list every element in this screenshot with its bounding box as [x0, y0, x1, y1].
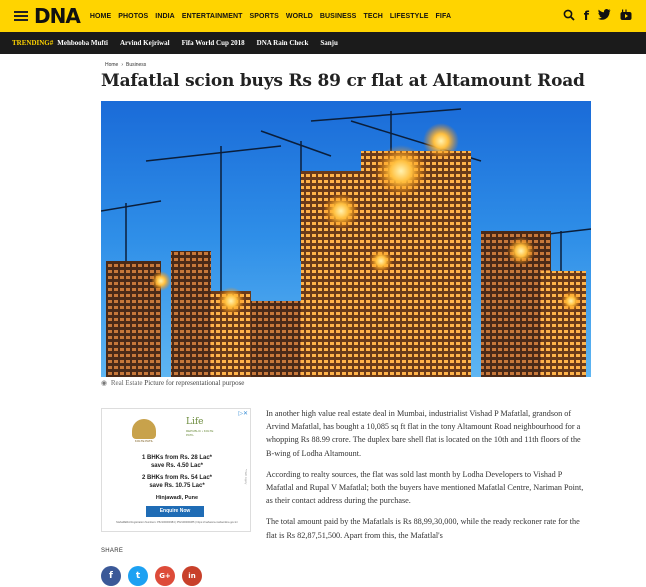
share-twitter-icon[interactable]: t: [128, 566, 148, 586]
breadcrumb-home[interactable]: Home: [105, 62, 119, 68]
trending-item[interactable]: DNA Rain Check: [256, 39, 309, 47]
breadcrumb: [105, 62, 591, 68]
badge-label: KOLTE PATIL: [134, 439, 154, 443]
hero-image: [101, 101, 591, 377]
image-category[interactable]: Real Estate: [110, 379, 143, 387]
trending-item[interactable]: Mehbooba Mufti: [57, 39, 108, 47]
nav-lifestyle[interactable]: LIFESTYLE: [389, 12, 429, 20]
ad-choices-icon[interactable]: ▷✕: [238, 411, 248, 417]
youtube-icon[interactable]: [620, 9, 632, 24]
search-icon[interactable]: [563, 9, 575, 24]
share-buttons: [101, 566, 202, 586]
kolte-patil-logo: [132, 419, 156, 439]
nav-photos[interactable]: PHOTOS: [118, 12, 149, 20]
nav-india[interactable]: INDIA: [155, 12, 175, 20]
nav-business[interactable]: BUSINESS: [319, 12, 357, 20]
share-googleplus-icon[interactable]: G+: [155, 566, 175, 586]
article-body: [266, 407, 586, 550]
article-paragraph: In another high value real estate deal in Mumbai, industrialist Vishad P Mafatlal, grandson of Arvind Mafatlal, has bought a 10,085 sq ft flat in the tony Altamount Road neighbourhood for a whopping Rs 88.99 crore. The duplex bare shell flat is located on the 10th and 11th floors of the B-wing of Lodha Altamount.: [266, 409, 581, 458]
site-logo[interactable]: DNA: [34, 4, 80, 28]
article-paragraph: The total amount paid by the Mafatlals is Rs 88,99,30,000, while the ready reckoner rate for the flat is Rs 82,87,51,500. Apart from this, the Mafatlal's: [266, 517, 580, 540]
nav-sports[interactable]: SPORTS: [249, 12, 279, 20]
share-facebook-icon[interactable]: f: [101, 566, 121, 586]
ad-side-text: *T&C Apply: [244, 469, 248, 485]
share-linkedin-icon[interactable]: in: [182, 566, 202, 586]
ad-line-4: save Rs. 10.75 Lac*: [149, 483, 205, 489]
nav-fifa[interactable]: FIFA: [435, 12, 452, 20]
breadcrumb-business[interactable]: Business: [126, 62, 147, 68]
ad-location: Hinjawadi, Pune: [155, 495, 199, 501]
camera-icon: ◉: [101, 379, 108, 387]
nav-entertainment[interactable]: ENTERTAINMENT: [181, 12, 243, 20]
header-icons: [563, 9, 632, 24]
twitter-icon[interactable]: [598, 9, 611, 23]
ad-line-1: 1 BHKs from Rs. 28 Lac*: [141, 455, 213, 461]
menu-icon[interactable]: [14, 9, 28, 23]
trending-item[interactable]: Fifa World Cup 2018: [181, 39, 245, 47]
ad-line-3: 2 BHKs from Rs. 54 Lac*: [141, 475, 213, 481]
caption-text: Picture for representational purpose: [144, 379, 245, 387]
ad-line-2: save Rs. 4.50 Lac*: [150, 463, 204, 469]
ad-fine-print: MahaRERA Registration Numbers: P52100000384 | P52100000385 | https://maharera.mahaonline.gov.in/: [116, 521, 238, 524]
article-paragraph: According to realty sources, the flat was sold last month by Lodha Developers to Vishad P Mafatlal and Rupal V Mafatlal; both the buyers have mentioned Mafatlal Centre, Nariman Point, as their contact address during the purchase.: [266, 469, 584, 506]
share-label: SHARE: [101, 548, 124, 554]
nav-home[interactable]: HOME: [89, 12, 112, 20]
advertisement[interactable]: [101, 408, 251, 532]
enquire-button[interactable]: Enquire Now: [146, 506, 204, 517]
life-republic-logo: Life: [186, 417, 204, 427]
facebook-icon[interactable]: f: [583, 9, 589, 23]
main-nav: [90, 13, 451, 20]
nav-tech[interactable]: TECH: [363, 12, 383, 20]
trending-item[interactable]: Arvind Kejriwal: [119, 39, 170, 47]
trending-label: TRENDING#: [12, 39, 54, 47]
page-title: Mafatlal scion buys Rs 89 cr flat at Altamount Road: [101, 71, 585, 91]
trending-item[interactable]: Sanju: [320, 39, 338, 47]
life-republic-sub: REPUBLIC • KOLTE PATIL: [186, 429, 214, 437]
trending-bar: [0, 32, 646, 54]
image-caption: [101, 379, 244, 387]
top-header: [0, 0, 646, 32]
article-header: [101, 62, 591, 91]
breadcrumb-separator: ›: [121, 62, 124, 68]
nav-world[interactable]: WORLD: [285, 12, 313, 20]
